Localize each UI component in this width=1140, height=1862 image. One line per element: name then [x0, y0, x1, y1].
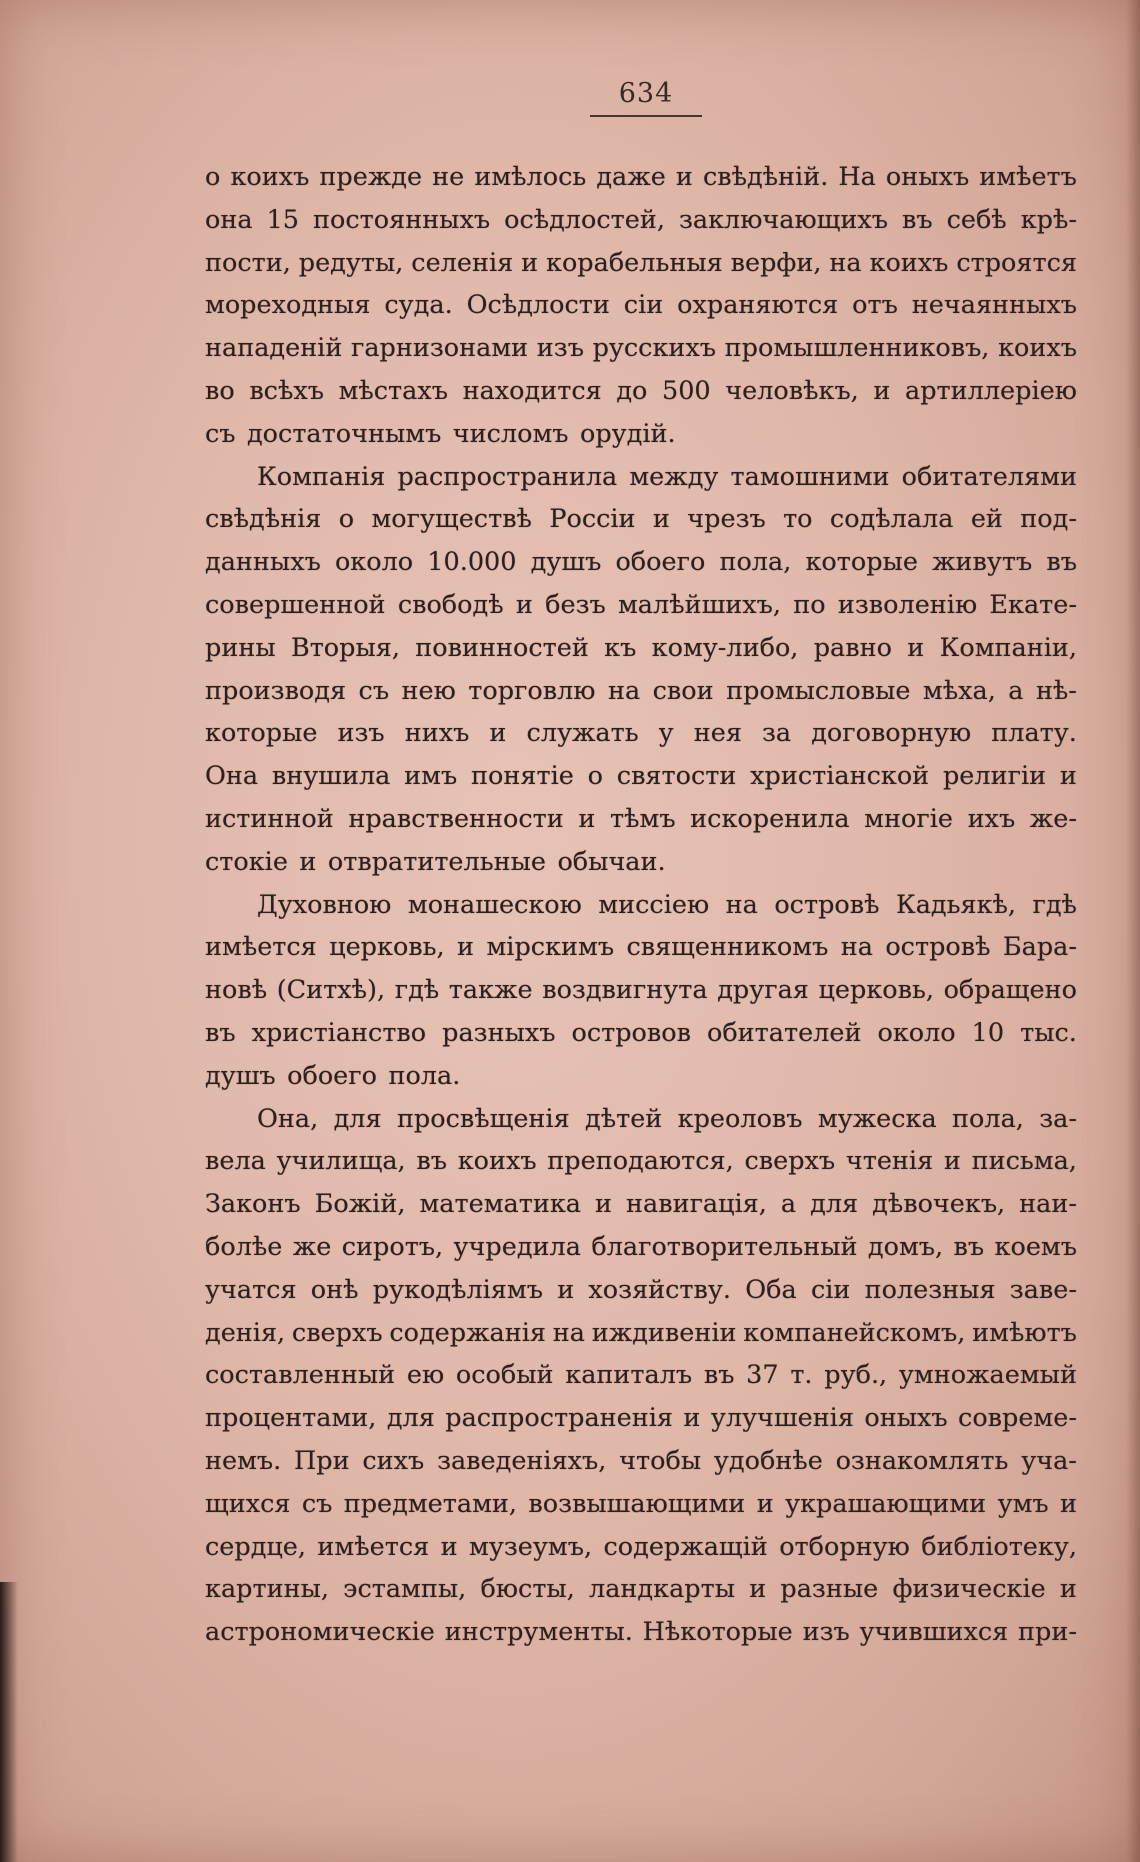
- text-line: совершенной свободѣ и безъ малѣйшихъ, по изволенію Екате-: [205, 589, 1077, 620]
- text-line: которые изъ нихъ и служать у нея за договорную плату.: [205, 718, 1077, 749]
- text-line: сердце, имѣется и музеумъ, содержащій отборную библіотеку,: [205, 1531, 1077, 1562]
- text-line: душъ обоего пола.: [205, 1060, 461, 1091]
- page-number-rule: [590, 115, 702, 117]
- text-line: составленный ею особый капиталъ въ 37 т. руб., умножаемый: [205, 1360, 1077, 1391]
- text-line: болѣе же сиротъ, учредила благотворительный домъ, въ коемъ: [205, 1231, 1077, 1262]
- spine-shadow: [0, 1582, 18, 1862]
- page-header: [590, 78, 702, 117]
- text-line: Она внушила имъ понятіе о святости христіанской религіи и: [205, 761, 1077, 792]
- text-line: вела училища, въ коихъ преподаются, сверхъ чтенія и письма,: [205, 1146, 1077, 1177]
- text-line: картины, эстампы, бюсты, ландкарты и разные физическіе и: [205, 1574, 1077, 1605]
- text-line: она 15 постоянныхъ осѣдлостей, заключающихъ въ себѣ крѣ-: [205, 204, 1077, 235]
- text-line: немъ. При сихъ заведеніяхъ, чтобы удобнѣе ознакомлять уча-: [205, 1445, 1077, 1476]
- page-number: 634: [618, 78, 674, 109]
- text-line: Она, для просвѣщенія дѣтей креоловъ мужеска пола, за-: [257, 1103, 1077, 1134]
- text-line: данныхъ около 10.000 душъ обоего пола, которые живутъ въ: [205, 547, 1077, 578]
- text-line: денія, сверхъ содержанія на иждивеніи компанейскомъ, имѣютъ: [205, 1317, 1077, 1348]
- text-line: нападеній гарнизонами изъ русскихъ промышленниковъ, коихъ: [205, 333, 1077, 364]
- text-line: во всѣхъ мѣстахъ находится до 500 человѣкъ, и артиллеріею: [205, 375, 1077, 406]
- text-line: новѣ (Ситхѣ), гдѣ также воздвигнута другая церковь, обращено: [205, 975, 1077, 1006]
- body-text: [205, 156, 1077, 1654]
- text-line: рины Вторыя, повинностей къ кому-либо, равно и Компаніи,: [205, 632, 1077, 663]
- text-line: производя съ нею торговлю на свои промысловые мѣха, а нѣ-: [205, 675, 1077, 706]
- text-line: мореходныя суда. Осѣдлости сіи охраняются отъ нечаянныхъ: [205, 290, 1077, 321]
- text-line: съ достаточнымъ числомъ орудій.: [205, 418, 676, 449]
- text-line: имѣется церковь, и мірскимъ священникомъ на островѣ Бара-: [205, 932, 1077, 963]
- text-line: Компанія распространила между тамошними обитателями: [257, 461, 1077, 492]
- text-line: въ христіанство разныхъ островов обитателей около 10 тыс.: [205, 1017, 1077, 1048]
- text-line: учатся онѣ рукодѣліямъ и хозяйству. Оба сіи полезныя заве-: [205, 1274, 1077, 1305]
- text-line: пости, редуты, селенія и корабельныя верфи, на коихъ строятся: [205, 247, 1077, 278]
- text-line: процентами, для распространенія и улучшенія оныхъ совреме-: [205, 1403, 1077, 1434]
- text-line: астрономическіе инструменты. Нѣкоторые изъ учившихся при-: [205, 1617, 1077, 1648]
- text-line: свѣдѣнія о могуществѣ Россіи и чрезъ то содѣлала ей под-: [205, 504, 1077, 535]
- text-line: истинной нравственности и тѣмъ искоренила многіе ихъ же-: [205, 803, 1077, 834]
- text-line: Духовною монашескою миссіею на островѣ Кадьякѣ, гдѣ: [257, 889, 1077, 920]
- text-line: Законъ Божій, математика и навигація, а для дѣвочекъ, наи-: [205, 1189, 1077, 1220]
- text-line: о коихъ прежде не имѣлось даже и свѣдѣній. На оныхъ имѣетъ: [205, 162, 1077, 192]
- page-edge-shadow: [1126, 0, 1140, 1862]
- text-line: щихся съ предметами, возвышающими и украшающими умъ и: [205, 1488, 1077, 1519]
- text-line: стокіе и отвратительные обычаи.: [205, 846, 666, 877]
